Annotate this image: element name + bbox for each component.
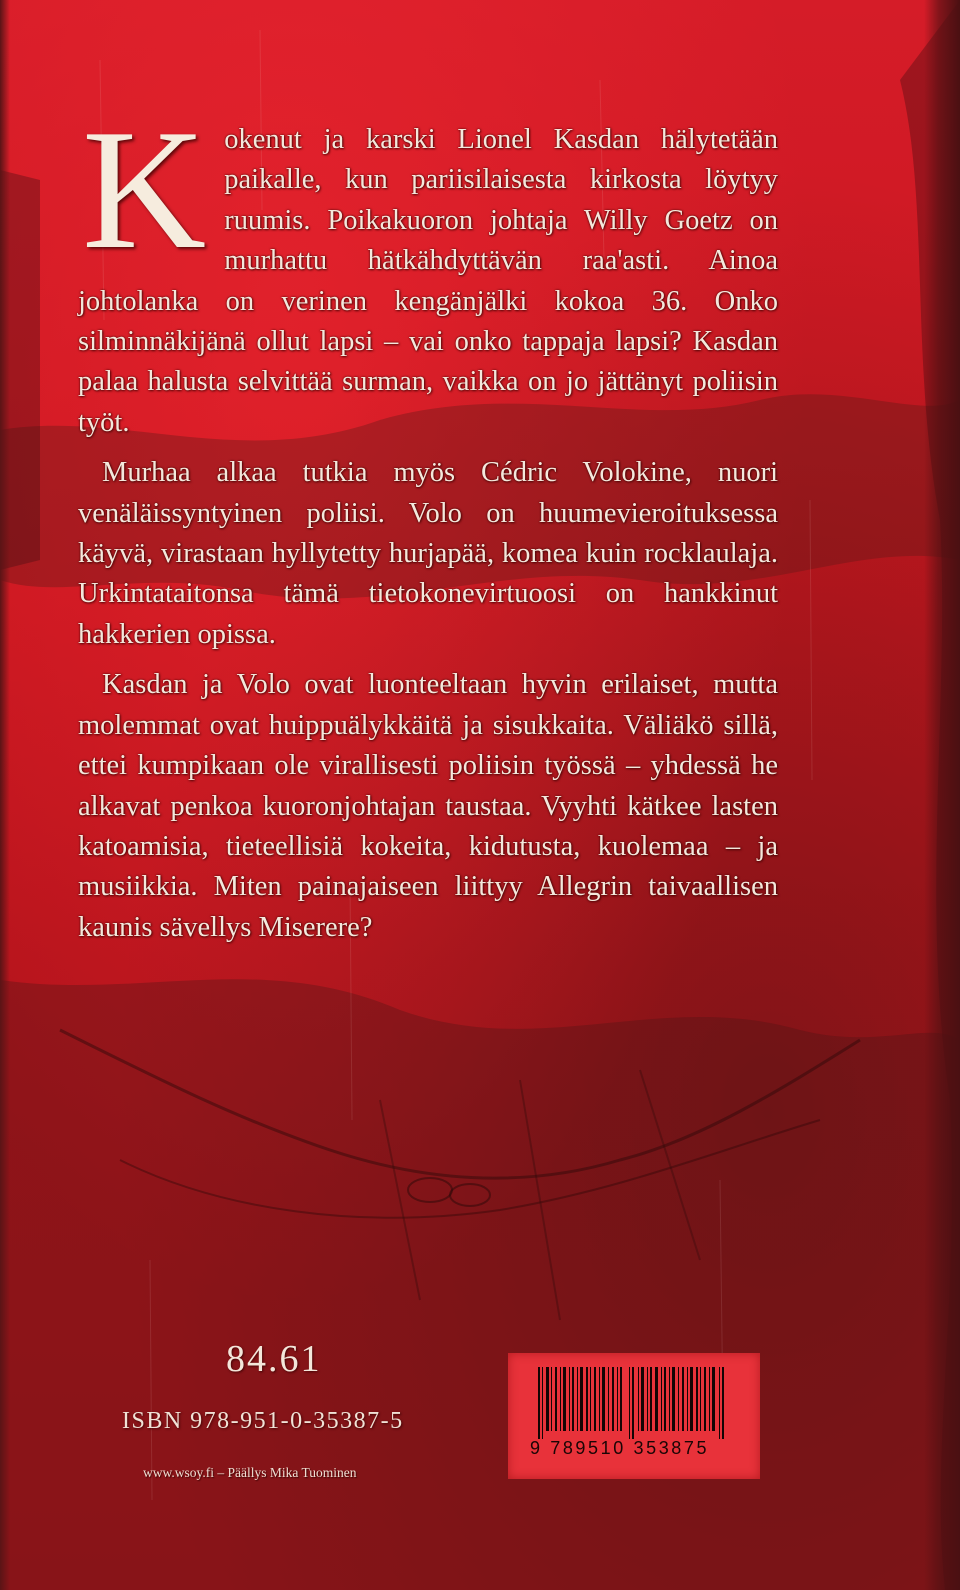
barcode-panel (508, 1353, 760, 1479)
cover-left-edge (0, 0, 10, 1590)
synopsis-paragraph-1 (78, 95, 778, 443)
synopsis-text (78, 95, 778, 958)
drop-cap: K (82, 95, 207, 285)
isbn-number: ISBN 978-951-0-35387-5 (122, 1408, 404, 1434)
cover-right-edge (924, 0, 960, 1590)
synopsis-paragraph-2: Murhaa alkaa tutkia myös Cédric Volokine, nuori venäläissyntyinen poliisi. Volo on huumevieroituksessa käyvä, virastaan hyllytetty hurjapää, komea kuin rocklaulaja. Urkintataitonsa tämä tietokonevirtuoosi on hankkinut hakkerien opissa. (78, 457, 778, 650)
barcode-digits: 9 789510 353875 (530, 1438, 710, 1458)
publisher-credits: www.wsoy.fi – Päällys Mika Tuominen (143, 1465, 357, 1480)
synopsis-paragraph-1-text: okenut ja karski Lionel Kasdan hälytetään paikalle, kun pariisilaisesta kirkosta löytyy ruumis. Poikakuoron johtaja Willy Goetz on murhattu hätkähdyttävän raa'asti. Ainoa johtolanka on verinen kengänjälki kokoa 36. Onko silminnäkijänä ollut lapsi – vai onko tappaja lapsi? Kasdan palaa halusta selvittää surman, vaikka on jo jättänyt poliisin työt. (78, 124, 778, 438)
price-code: 84.61 (226, 1338, 322, 1380)
barcode-icon (528, 1367, 740, 1439)
synopsis-paragraph-3: Kasdan ja Volo ovat luonteeltaan hyvin erilaiset, mutta molemmat ovat huippuälykkäitä ja sisukkaita. Väliäkö sillä, ettei kumpikaan ole virallisesti poliisin työssä – yhdessä he alkavat penkoa kuoronjohtajan taustaa. Vyyhti kätkee lasten katoamisia, tieteellisiä kokeita, kidutusta, kuolemaa – ja musiikkia. Miten painajaiseen liittyy Allegrin taivaallisen kaunis sävellys Miserere? (78, 669, 778, 943)
